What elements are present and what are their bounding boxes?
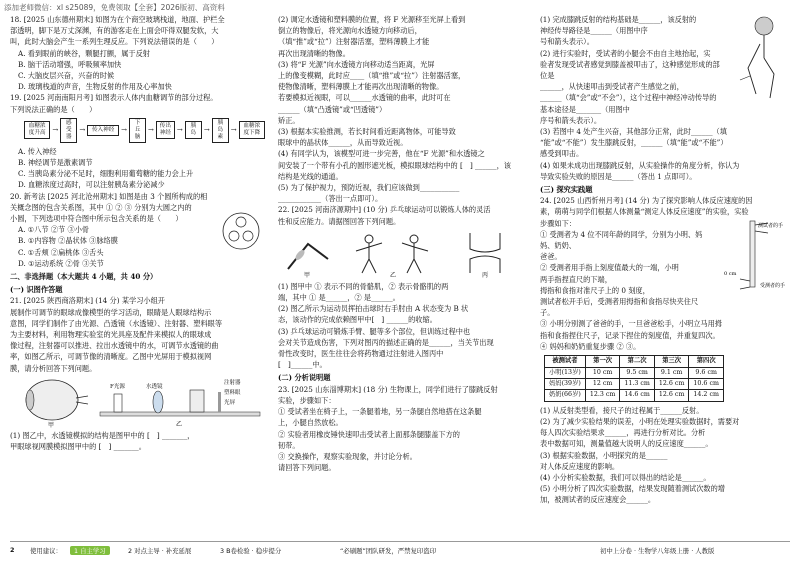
- q21-sub1: 甲眼球视网膜模拟图甲中的 [ ] _______。: [10, 442, 146, 452]
- usage-item: 2 对点主导 · 补充延展: [128, 547, 192, 555]
- q20-line: 小圆，下列选项中符合图中所示包含关系的是（ ）: [10, 214, 183, 224]
- label-yi: 乙: [176, 420, 183, 428]
- knee-reflex-diagram: [730, 14, 792, 110]
- table-row: [545, 367, 724, 378]
- text-line: (4) 有同学认为，该模型可进一步完善，他在“F 光源”和水透镜之: [278, 149, 485, 159]
- table-cell: 11.3 cm: [620, 378, 655, 389]
- label-jia: 甲: [48, 421, 55, 428]
- q24-line: 步骤如下：: [540, 218, 576, 228]
- text-line: 眼球中的晶状体______，从而导致近视。: [278, 138, 408, 148]
- label-syringe: 注射器: [224, 379, 241, 386]
- question-19: [10, 92, 265, 190]
- q20-option-a: A. ①八节 ②节 ③小骨: [18, 225, 90, 235]
- flow-box: 血糖浓度下降: [239, 121, 265, 139]
- text-line: (5) 为了保护视力，预防近视，我们应该做到___________: [278, 183, 460, 193]
- flow-box: 胰岛: [185, 121, 202, 139]
- q18-option-c: C. 大脑皮层兴奋，兴奋的时候: [18, 71, 115, 81]
- q23-line: ② 实验者用橡皮锤快速叩击受试者上面那条腿膝盖下方的: [278, 429, 460, 439]
- footer-divider: [10, 541, 790, 542]
- column-right: [540, 14, 792, 506]
- eye-model-figure: [10, 376, 265, 428]
- concept-circles-diagram: [221, 211, 261, 251]
- label-0cm: 0 cm: [724, 271, 737, 278]
- player-diagram: [344, 229, 444, 279]
- flow-box: 传入神经: [87, 125, 119, 136]
- q24-line: 两手指捏直尺的下端，: [540, 274, 612, 284]
- text-line: ____________（答出一点即可）。: [278, 194, 383, 204]
- table-cell: 12 cm: [585, 378, 620, 389]
- q23-line: 上，小腿自然放松。: [278, 418, 343, 428]
- q19-option-b: B. 神经调节是激素调节: [18, 158, 93, 168]
- q24-sub: 表中数据可知，测量值越大说明人的反应速度______。: [540, 439, 713, 449]
- q19-option-a: A. 传入神经: [18, 146, 57, 156]
- q19-line: 下列说法正确的是（ ）: [10, 104, 97, 114]
- q19-option-d: D. 血糖浓度过高时，可以注射胰岛素分泌减少: [18, 180, 165, 190]
- q20-line: 关概念图的包含关系图，其中 ① ② ③ 分别为大圆之内的: [10, 202, 192, 212]
- label-yi: 乙: [390, 271, 397, 279]
- q23-line: 实验，步骤如下：: [278, 395, 336, 405]
- q24-line: 指和食指捏住尺子，记录下捏住的刻度值，并重复四次。: [540, 330, 720, 340]
- q23-line: 请回答下列问题。: [278, 463, 336, 473]
- table-cell: 奶奶(66岁): [545, 390, 586, 401]
- q21-line: 膜，请分析回答下列问题。: [10, 363, 97, 373]
- text-line: 基本途径是_______（用图中: [540, 104, 630, 114]
- q20-option-b: B. ①内容物 ②晶状体 ③脉络膜: [18, 236, 118, 246]
- q22-sub: 骨性改变时，医生往往会将药物通过注射进入图丙中: [278, 349, 444, 359]
- q22-sub: [ ]______中。: [278, 360, 327, 370]
- usage-badge: 1 自主学习: [70, 546, 110, 555]
- label-bing: 丙: [482, 271, 489, 279]
- q18-line: 部透明，脚下是万丈深渊，有的游客走在上面会吓得双腿发软，大: [10, 26, 219, 36]
- q22-sub: 态，该动作的完成依赖图甲中[ ] ______的收缩。: [278, 315, 437, 325]
- text-line: (4) 如果未成功出现膝跳反射，从实验操作的角度分析，你认为: [540, 160, 740, 170]
- table-header: 第三次: [654, 356, 689, 367]
- label-tester-hand: 测试者的手: [758, 223, 784, 230]
- q24-line: ② 受测者用手指上刻度值最大的一端，小明: [540, 263, 679, 273]
- text-line: 导致实验失败的原因是______（答出 1 点即可）。: [540, 171, 697, 181]
- question-22: [278, 204, 528, 370]
- q24-sub: (4) 小分析实验数据，我们可以得出的结论是______。: [540, 472, 711, 482]
- pingpong-figure: [278, 229, 528, 279]
- table-header: 第二次: [620, 356, 655, 367]
- q20-line: 20. 新考法 [2025 河北沧州期末] 如图是由 3 个圆所构成的相: [10, 191, 208, 201]
- footer-slogan: “必刷题”团队研发，严禁复印盗印: [340, 547, 437, 555]
- table-cell: 12.3 cm: [585, 390, 620, 401]
- arm-muscle-diagram: [278, 229, 338, 279]
- text-line: 序号和箭头表示）。: [540, 115, 602, 125]
- label-plastic-eye: 塑料眼: [224, 389, 241, 396]
- q22-sub: (2) 图乙所示为运动员挥拍击球时右手肘由 A 状态变为 B 状: [278, 304, 469, 314]
- label-subject-hand: 受测者的手: [760, 283, 786, 290]
- q20-option-d: D. ①运动系统 ②骨 ③关节: [18, 258, 104, 268]
- text-line: 号和箭头表示）。: [540, 37, 594, 47]
- q21-line: 21. [2025 陕西商洛期末] (14 分) 某学习小组开: [10, 296, 165, 306]
- table-cell: 9.6 cm: [689, 367, 724, 378]
- q24-sub: 对人体反应速度的影响。: [540, 461, 620, 471]
- label-jia: 甲: [304, 271, 311, 279]
- subsection-heading: (一) 识图作答题: [10, 285, 63, 295]
- question-24-subquestions: [540, 405, 792, 506]
- flow-box: 下丘脑: [129, 118, 146, 143]
- text-line: 使物像清晰，塑料薄膜上才能再次出现清晰的物像。: [278, 82, 444, 92]
- q23-line: 23. [2025 山东淄博期末] (18 分) 生物课上，同学们进行了膝跳反射: [278, 384, 498, 394]
- usage-item: 3 B卷检验 · 稳步提分: [220, 547, 282, 555]
- table-cell: 小明(13岁): [545, 367, 586, 378]
- series-title: 初中上分卷 · 生物学八年级上册 · 人教版: [600, 547, 715, 555]
- q22-sub: 会对关节造成伤害，下列对图丙的描述正确的是______，当关节出现: [278, 337, 494, 347]
- ruler-drop-diagram: [716, 217, 792, 297]
- question-23: [278, 384, 528, 474]
- table-cell: 9.1 cm: [654, 367, 689, 378]
- q21-line: 率，如图乙所示，可调节像的清晰度。乙图中光屏用于模拟视网: [10, 352, 212, 362]
- q19-option-c: C. 当胰岛素分泌不足时，细胞利用葡萄糖的能力会上升: [18, 169, 194, 179]
- text-line: 倒立的物像后，将光源向水透镜方向移动后，: [278, 26, 422, 36]
- q21-sub1: (1) 图乙中，水透镜模拟的结构是图甲中的 [ ] _______，: [10, 430, 195, 440]
- table-cell: 10.6 cm: [689, 378, 724, 389]
- text-line: (2) 进行实验时，受试者的小腿会不由自主地抬起，实: [540, 48, 711, 58]
- text-line: 结构是光线的通道。: [278, 171, 343, 181]
- column-left: [10, 14, 265, 452]
- usage-label: 使用建议：: [30, 547, 62, 555]
- q21-line: 像过程，注射器可以推进、拉出水透镜中的水，可调节水透镜的曲: [10, 341, 219, 351]
- flow-box: 血糖浓度升高: [24, 121, 50, 139]
- q23-line: ③ 交换操作，观察实验现象，并讨论分析。: [278, 451, 417, 461]
- joint-diagram: [450, 229, 520, 279]
- subsection-heading: (二) 分析说明题: [278, 373, 331, 383]
- subsection-heading: (三) 探究实践题: [540, 185, 593, 195]
- q24-line: 拇指和食指对准尺子上的 0 刻度，: [540, 285, 650, 295]
- text-line: 神经传导路径是______（用图中序: [540, 26, 648, 36]
- table-row: [545, 390, 724, 401]
- text-line: ______（填“凸透镜”或“凹透镜”）: [278, 104, 387, 114]
- q20-option-c: C. ①舌颊 ②扁桃体 ③舌头: [18, 247, 104, 257]
- q24-line: ④ 妈妈和奶奶重复步骤 ② ③。: [540, 341, 641, 351]
- q22-line: 性和反应能力。请据图回答下列问题。: [278, 216, 401, 226]
- q22-sub: (3) 乒乓球运动可锻炼手臂、腿等多个部位，但训练过程中也: [278, 326, 471, 336]
- question-24: [540, 195, 792, 352]
- text-line: (1) 完成膝跳反射的结构基础是______，该反射的: [540, 15, 697, 24]
- table-header: 第四次: [689, 356, 724, 367]
- q24-line: 测试者松开手后，受测者用拇指和食指尽快夹住尺子。: [540, 297, 699, 318]
- label-f-source: F光源: [110, 383, 125, 390]
- table-header: 第一次: [585, 356, 620, 367]
- q24-line: ① 受测者为 4 位不同年龄的同学，分别为小明、妈妈、奶奶、: [540, 229, 703, 251]
- q21-line: 展制作可调节的眼球成像模型的学习活动，眼睛是人眼球结构示: [10, 307, 212, 317]
- text-line: 矫正。: [278, 115, 300, 125]
- section-heading: 二、非选择题（本大题共 4 小题，共 40 分）: [10, 272, 158, 282]
- q22-line: 22. [2025 河南济源期中] (10 分) 乒乓球运动可以锻炼人体的灵活: [278, 205, 491, 215]
- table-cell: 12.6 cm: [654, 378, 689, 389]
- page-footer: [0, 544, 800, 558]
- column-middle: [278, 14, 528, 473]
- text-line: 验者发现受试者感觉到膝盖被叩击了，这种感觉形成的部位是: [540, 59, 720, 81]
- reaction-data-table: [544, 355, 724, 402]
- q18-option-a: A. 看到眼前的峡谷，颗腿打颤，属于反射: [18, 48, 150, 58]
- q23-line: 韧带。: [278, 440, 300, 450]
- q23-line: ① 受试者坐在椅子上，一条腿着地，另一条腿自然地搭在这条腿: [278, 407, 482, 417]
- text-line: 若要模拟近视眼，可以______水透镜的曲率，此时可在: [278, 93, 451, 103]
- page-number: 2: [10, 546, 15, 554]
- table-cell: 10 cm: [585, 367, 620, 378]
- flow-box: 传出神经: [156, 121, 175, 139]
- q19-line: 19. [2025 河南南阳月考] 如图表示人体内血糖调节的部分过程。: [10, 93, 218, 103]
- question-21: [10, 295, 265, 452]
- text-line: ______，从快速叩击到受试者产生感觉之前，: [540, 82, 684, 92]
- text-line: (3) 将“F 光源”向水透镜方向移动适当距离，光屏: [278, 59, 435, 69]
- q24-sub: (3) 根据实验数据，小明探究的是______: [540, 450, 668, 460]
- q24-line: 24. [2025 山西忻州月考] (14 分) 为了探究影响人体反应速度的因: [540, 196, 753, 206]
- q22-sub: 端，其中 ① 是______，② 是______。: [278, 293, 400, 303]
- q18-option-b: B. 脑干活动增强，呼吸频率加快: [18, 59, 122, 69]
- label-water-lens: 水透镜: [146, 383, 163, 390]
- question-23-continued: [540, 14, 792, 182]
- text-line: “能”或“不能”）发生膝跳反射，______（填“能”或“不能”）: [540, 138, 728, 148]
- text-line: 上的像变模糊，此时应____（填“推”或“拉”）注射器活塞，: [278, 71, 466, 81]
- text-line: (2) 调定水透镜和塑料膜的位置，将 F 光源移至光屏上看到: [278, 15, 466, 24]
- eyeball-diagram: [10, 376, 90, 428]
- q24-sub: (5) 小明分析了四次实验数据，结果发现随着测试次数的增: [540, 484, 725, 494]
- table-cell: 妈妈(39岁): [545, 378, 586, 389]
- q24-line: ③ 小明分别测了爸爸的手，一旦爸爸松手，小明立马用拇: [540, 319, 722, 329]
- watermark-text: 添加老师微信：xl s25089，免费领取【全套】2026版初、高资料: [4, 3, 225, 12]
- text-line: (3) 根据本实验推测，若长时间看近距离物体，可能导致: [278, 127, 456, 137]
- q21-line: 为主要材料，利用物理实验室的光具座及配件来模拟人的眼球成: [10, 330, 212, 340]
- label-screen: 光屏: [224, 399, 236, 406]
- table-cell: 12.6 cm: [654, 390, 689, 401]
- question-18: [10, 14, 265, 92]
- q24-line: 爸爸。: [540, 252, 562, 262]
- text-line: (3) 若图中 4 处产生兴奋，其他部分正常，此时______（填: [540, 127, 727, 137]
- q22-sub: (1) 图甲中 ① 表示不同的骨骼肌，② 表示骨骼肌的两: [278, 281, 449, 291]
- q21-line: 意图，同学们制作了由光源、凸透镜（水透镜）、注射器、塑料眼等: [10, 318, 223, 328]
- text-line: ______（填“会”或“不会”），这个过程中神经冲动传导的: [540, 93, 717, 103]
- optical-bench-diagram: [96, 376, 264, 428]
- text-line: 再次出现清晰的物像。: [278, 48, 350, 58]
- q24-sub: 每人四次实验结果求______，再进行分析对比。分析: [540, 428, 706, 438]
- q18-line: 叫，此时大脑会产生一系列生理反应。下列说法错误的是（ ）: [10, 37, 219, 47]
- q24-sub: (2) 为了减少实验结果的误差，小明在处理实验数据时，需要对: [540, 416, 740, 426]
- text-line: （填“推”或“拉”）注射器活塞，塑料薄膜上才能: [278, 37, 430, 47]
- question-21-continued: [278, 14, 528, 204]
- table-cell: 14.6 cm: [620, 390, 655, 401]
- table-cell: 14.2 cm: [689, 390, 724, 401]
- flow-box: 胰岛素: [212, 118, 229, 143]
- question-20: [10, 191, 265, 269]
- table-header: 被测试者: [545, 356, 586, 367]
- q18-option-d: D. 玻璃栈道的声音，生物反射的作用及心率加快: [18, 82, 172, 92]
- q24-sub: (1) 从反射类型看，接尺子的过程属于______反射。: [540, 405, 704, 415]
- table-cell: 9.5 cm: [620, 367, 655, 378]
- blood-sugar-flow-diagram: 血糖浓度升高 → 感受器 → 传入神经 → 下丘脑 → 传出神经 → 胰岛 → 胰岛素 → 血糖浓度下降: [24, 118, 265, 143]
- table-row: [545, 378, 724, 389]
- text-line: 间安装了一个带有小孔的圆形遮光板，模拟眼球结构中的 [ ] ______，该: [278, 160, 511, 170]
- q18-line: 18. [2025 山东德州期末] 如图为在个商空玻璃栈道，地面、护栏全: [10, 15, 225, 24]
- flow-box: 感受器: [60, 118, 77, 143]
- q24-line: 素，萌萌与同学们根据人体测量“测定人体反应速度”的实验，实验: [540, 207, 749, 217]
- q24-sub: 加，被测试者的反应速度会______。: [540, 495, 656, 505]
- text-line: 感受到叩击。: [540, 149, 584, 159]
